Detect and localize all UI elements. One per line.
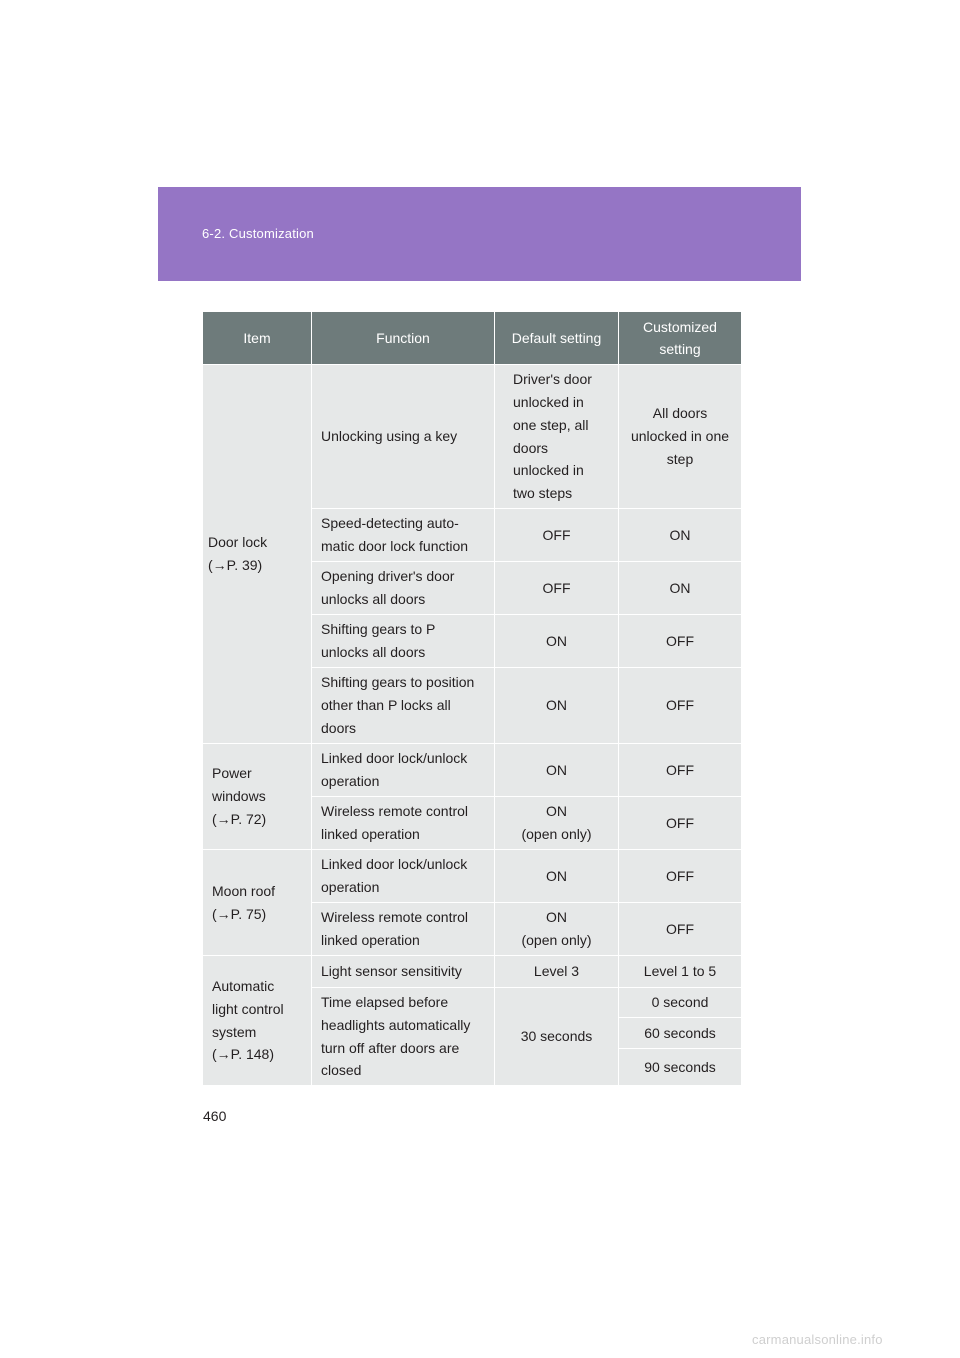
function-cell: Speed-detecting auto- matic door lock function — [312, 509, 495, 562]
table-row — [203, 365, 742, 509]
customized-cell: ON — [619, 509, 742, 562]
default-cell: OFF — [495, 509, 619, 562]
default-cell: ON (open only) — [495, 797, 619, 850]
function-cell: Time elapsed before headlights automatically turn off after doors are closed — [312, 988, 495, 1086]
customized-option-cell: 90 seconds — [619, 1049, 742, 1086]
default-cell: OFF — [495, 562, 619, 615]
item-label: Power windows (→P. 72) — [212, 765, 267, 827]
column-header-item: Item — [203, 312, 312, 365]
item-door-lock — [203, 365, 312, 744]
table-row — [203, 850, 742, 903]
table-row — [203, 744, 742, 797]
table-header-row — [203, 312, 742, 365]
page-number: 460 — [203, 1108, 227, 1124]
function-cell: Opening driver's door unlocks all doors — [312, 562, 495, 615]
table-row — [203, 956, 742, 988]
watermark: carmanualsonline.info — [752, 1332, 883, 1347]
item-moon-roof — [203, 850, 312, 956]
customization-table — [202, 312, 742, 1086]
column-header-function: Function — [312, 312, 495, 365]
item-label: Moon roof (→P. 75) — [212, 882, 276, 922]
column-header-default-setting: Default setting — [495, 312, 619, 365]
customized-cell: Level 1 to 5 — [619, 956, 742, 988]
function-cell: Light sensor sensitivity — [312, 956, 495, 988]
customized-cell: OFF — [619, 615, 742, 668]
function-cell: Shifting gears to P unlocks all doors — [312, 615, 495, 668]
customized-option-cell: 60 seconds — [619, 1018, 742, 1049]
item-label: Automatic light control system (→P. 148) — [212, 978, 284, 1063]
customized-option-cell: 0 second — [619, 988, 742, 1018]
customized-cell: OFF — [619, 668, 742, 744]
function-cell: Wireless remote control linked operation — [312, 797, 495, 850]
column-header-customized-setting: Customized setting — [619, 312, 742, 365]
default-cell: ON — [495, 744, 619, 797]
default-cell: 30 seconds — [495, 988, 619, 1086]
function-cell: Linked door lock/unlock operation — [312, 850, 495, 903]
function-cell: Shifting gears to position other than P locks all doors — [312, 668, 495, 744]
function-cell: Unlocking using a key — [312, 365, 495, 509]
section-title: 6-2. Customization — [202, 226, 314, 241]
function-cell: Linked door lock/unlock operation — [312, 744, 495, 797]
default-cell: ON — [495, 615, 619, 668]
function-cell: Wireless remote control linked operation — [312, 903, 495, 956]
item-label: Door lock (→P. 39) — [208, 534, 268, 573]
customized-cell: OFF — [619, 850, 742, 903]
customized-cell: OFF — [619, 903, 742, 956]
default-cell: ON — [495, 850, 619, 903]
default-cell: Driver's door unlocked in one step, all doors unlocked in two steps — [495, 365, 619, 509]
section-header-band — [158, 187, 801, 281]
item-power-windows — [203, 744, 312, 850]
default-cell: ON (open only) — [495, 903, 619, 956]
customized-cell: OFF — [619, 744, 742, 797]
customized-cell: All doors unlocked in one step — [619, 365, 742, 509]
item-automatic-light-control — [203, 956, 312, 1086]
default-cell: ON — [495, 668, 619, 744]
default-cell: Level 3 — [495, 956, 619, 988]
customized-cell: OFF — [619, 797, 742, 850]
customized-cell: ON — [619, 562, 742, 615]
